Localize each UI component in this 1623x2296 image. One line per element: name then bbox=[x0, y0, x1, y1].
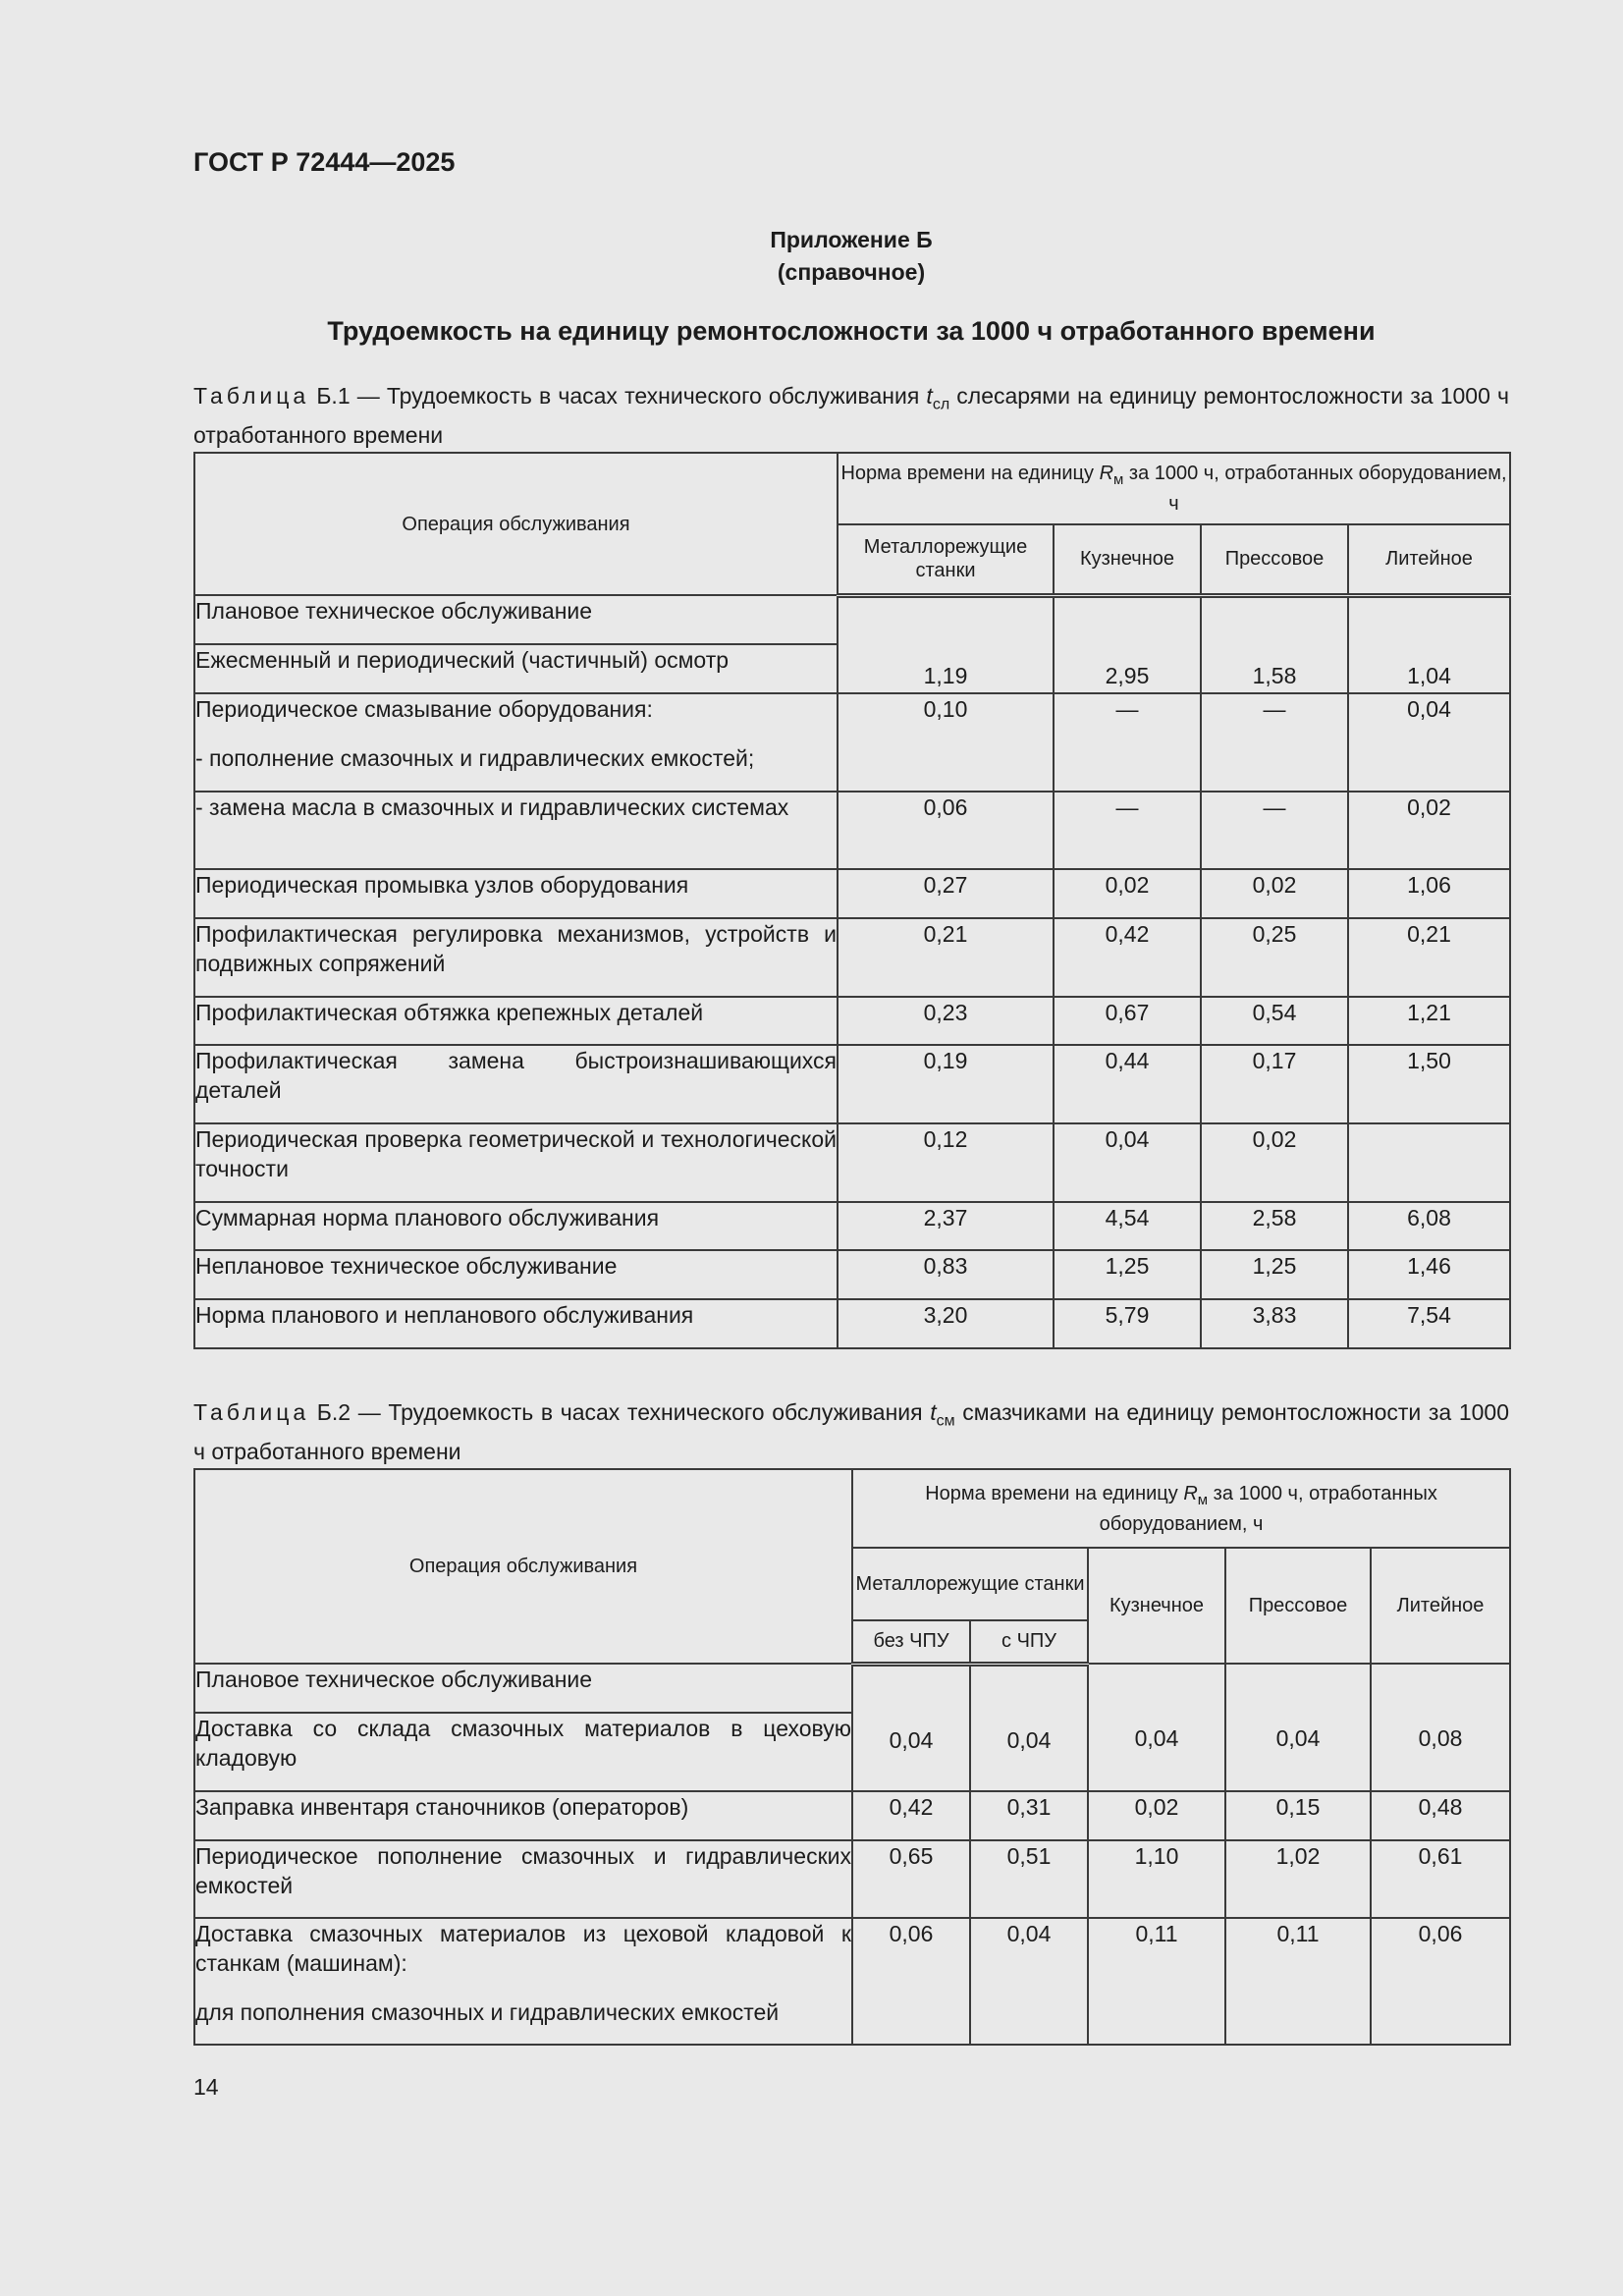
table1-cell: 3,20 bbox=[838, 1299, 1054, 1348]
table2-cell: 0,51 bbox=[970, 1840, 1088, 1918]
table1-col-press: Прессовое bbox=[1201, 524, 1348, 595]
table2-cell: 0,11 bbox=[1225, 1918, 1371, 2045]
table2 bbox=[193, 1468, 1511, 2046]
table2-cell: 0,04 bbox=[1225, 1664, 1371, 1791]
table1-cell: 5,79 bbox=[1054, 1299, 1201, 1348]
table1-caption-symbol bbox=[926, 383, 950, 413]
table2-caption-text-pre: Б.2 — Трудоемкость в часах технического обслуживания bbox=[309, 1399, 931, 1425]
table-row: Профилактическая регулировка механизмов, устройств и подвижных сопряжений bbox=[194, 918, 838, 997]
table1-head-operation: Операция обслуживания bbox=[194, 453, 838, 595]
table2-head-operation: Операция обслуживания bbox=[194, 1469, 852, 1664]
table1-caption-symbol-letter: t bbox=[926, 383, 933, 409]
table1-cell: 0,21 bbox=[1348, 918, 1510, 997]
table1-cell: 1,50 bbox=[1348, 1045, 1510, 1123]
table2-cell: 0,15 bbox=[1225, 1791, 1371, 1840]
table1-cell: 1,06 bbox=[1348, 869, 1510, 918]
table1-cell: 0,02 bbox=[1054, 869, 1201, 918]
table1-cell: 1,19 bbox=[838, 595, 1054, 693]
table2-cell: 0,04 bbox=[970, 1664, 1088, 1791]
table1-cell: 0,25 bbox=[1201, 918, 1348, 997]
table2-caption bbox=[193, 1397, 1509, 1466]
annex-heading bbox=[193, 224, 1509, 289]
table-row: Неплановое техническое обслуживание bbox=[194, 1250, 838, 1299]
table2-caption-symbol-letter: t bbox=[930, 1399, 937, 1425]
table1-cell: 0,23 bbox=[838, 997, 1054, 1045]
table2-col-forge: Кузнечное bbox=[1088, 1548, 1225, 1664]
page-number: 14 bbox=[193, 2074, 219, 2100]
table1-head-norm-symbol-sub: м bbox=[1113, 471, 1124, 488]
table2-cell: 0,08 bbox=[1371, 1664, 1510, 1791]
table1-col-forge: Кузнечное bbox=[1054, 524, 1201, 595]
table1-col-metal: Металлорежущие станки bbox=[838, 524, 1054, 595]
table1-head-norm-symbol bbox=[1099, 463, 1124, 488]
table2-cell: 1,02 bbox=[1225, 1840, 1371, 1918]
table1-cell: 0,06 bbox=[838, 792, 1054, 869]
table2-col-metal: Металлорежущие станки bbox=[852, 1548, 1088, 1620]
table-row: - замена масла в смазочных и гидравлических системах bbox=[194, 792, 838, 869]
table1-caption bbox=[193, 381, 1509, 450]
table1-cell: — bbox=[1054, 693, 1201, 792]
table2-caption-label: Таблица bbox=[193, 1399, 310, 1425]
table2-col-cnc: с ЧПУ bbox=[970, 1620, 1088, 1664]
table2-cell: 0,61 bbox=[1371, 1840, 1510, 1918]
table-row: Суммарная норма планового обслуживания bbox=[194, 1202, 838, 1250]
table-row bbox=[194, 1918, 852, 2045]
table-row: Норма планового и непланового обслуживания bbox=[194, 1299, 838, 1348]
table2-cell: 0,04 bbox=[852, 1664, 970, 1791]
table1-cell: 0,83 bbox=[838, 1250, 1054, 1299]
table1-cell: 0,44 bbox=[1054, 1045, 1201, 1123]
table1-cell: 1,58 bbox=[1201, 595, 1348, 693]
table2-head-norm-symbol bbox=[1183, 1482, 1209, 1508]
table1-cell: 0,02 bbox=[1201, 1123, 1348, 1202]
table2-head-norm bbox=[852, 1469, 1510, 1548]
section-title: Трудоемкость на единицу ремонтосложности за 1000 ч отработанного времени bbox=[327, 316, 1376, 346]
table1-cell: 0,27 bbox=[838, 869, 1054, 918]
table1-cell: 3,83 bbox=[1201, 1299, 1348, 1348]
table2-head-norm-post: за 1000 ч, отработанных оборудованием, ч bbox=[1099, 1482, 1437, 1535]
table1-op-line: Периодическое смазывание оборудования: bbox=[195, 696, 653, 722]
table-row: Периодическая проверка геометрической и технологической точности bbox=[194, 1123, 838, 1202]
table1-cell: 6,08 bbox=[1348, 1202, 1510, 1250]
table2-cell: 0,11 bbox=[1088, 1918, 1225, 2045]
document-code: ГОСТ Р 72444—2025 bbox=[193, 147, 456, 177]
table1-cell: — bbox=[1054, 792, 1201, 869]
table2-col-no-cnc: без ЧПУ bbox=[852, 1620, 970, 1664]
table2-cell: 0,65 bbox=[852, 1840, 970, 1918]
table1-cell: — bbox=[1201, 792, 1348, 869]
table2-col-cast: Литейное bbox=[1371, 1548, 1510, 1664]
table1-head-norm-pre: Норма времени на единицу bbox=[840, 463, 1100, 484]
table2-col-press: Прессовое bbox=[1225, 1548, 1371, 1664]
table2-head-norm-pre: Норма времени на единицу bbox=[925, 1482, 1184, 1504]
table1-cell: 0,19 bbox=[838, 1045, 1054, 1123]
table1-cell: 0,02 bbox=[1348, 792, 1510, 869]
table1-caption-text-pre: Б.1 — Трудоемкость в часах технического обслуживания bbox=[309, 383, 927, 409]
table2-caption-symbol bbox=[930, 1399, 955, 1430]
table1-cell: 1,46 bbox=[1348, 1250, 1510, 1299]
table2-cell: 0,06 bbox=[852, 1918, 970, 2045]
table1-cell bbox=[1348, 1123, 1510, 1202]
table-row: Периодическое пополнение смазочных и гидравлических емкостей bbox=[194, 1840, 852, 1918]
table1-head-norm bbox=[838, 453, 1510, 524]
table1-cell: 0,21 bbox=[838, 918, 1054, 997]
table1-cell: 0,42 bbox=[1054, 918, 1201, 997]
table1-cell: 1,25 bbox=[1201, 1250, 1348, 1299]
table-row: Плановое техническое обслуживание bbox=[194, 595, 838, 644]
table1-cell: 1,21 bbox=[1348, 997, 1510, 1045]
table1-cell: 1,04 bbox=[1348, 595, 1510, 693]
table-row: Доставка со склада смазочных материалов в цеховую кладовую bbox=[194, 1713, 852, 1791]
table1-cell: 4,54 bbox=[1054, 1202, 1201, 1250]
table-row: Профилактическая замена быстроизнашивающихся деталей bbox=[194, 1045, 838, 1123]
table1-cell: 2,95 bbox=[1054, 595, 1201, 693]
table2-cell: 0,42 bbox=[852, 1791, 970, 1840]
table2-head-norm-symbol-letter: R bbox=[1183, 1482, 1198, 1504]
table-row: Периодическая промывка узлов оборудования bbox=[194, 869, 838, 918]
table-row: Плановое техническое обслуживание bbox=[194, 1664, 852, 1713]
table1-cell: 0,67 bbox=[1054, 997, 1201, 1045]
table2-cell: 0,48 bbox=[1371, 1791, 1510, 1840]
table2-caption-text-post: смазчиками на единицу ремонтосложности за 1000 ч отработанного времени bbox=[193, 1399, 1509, 1464]
table-row: Профилактическая обтяжка крепежных деталей bbox=[194, 997, 838, 1045]
annex-label: Приложение Б bbox=[770, 227, 933, 252]
table2-op-line: для пополнения смазочных и гидравлических емкостей bbox=[195, 1999, 780, 2025]
table1-cell: 0,17 bbox=[1201, 1045, 1348, 1123]
table2-caption-symbol-sub: см bbox=[936, 1412, 955, 1430]
table1-cell: 1,25 bbox=[1054, 1250, 1201, 1299]
table2-head-norm-symbol-sub: м bbox=[1197, 1491, 1209, 1508]
table2-cell: 0,06 bbox=[1371, 1918, 1510, 2045]
table1-cell: 0,12 bbox=[838, 1123, 1054, 1202]
table2-op-line: Доставка смазочных материалов из цеховой кладовой к станкам (машинам): bbox=[195, 1921, 851, 1976]
table1-caption-label: Таблица bbox=[193, 383, 310, 409]
table-row: Ежесменный и периодический (частичный) осмотр bbox=[194, 644, 838, 693]
table1-cell: 2,37 bbox=[838, 1202, 1054, 1250]
table2-cell: 0,31 bbox=[970, 1791, 1088, 1840]
annex-type: (справочное) bbox=[777, 259, 926, 285]
table1-cell: 2,58 bbox=[1201, 1202, 1348, 1250]
table1-cell: — bbox=[1201, 693, 1348, 792]
table1-cell: 0,04 bbox=[1348, 693, 1510, 792]
table1-head-norm-post: за 1000 ч, отработанных оборудованием, ч bbox=[1123, 463, 1507, 515]
table1-cell: 0,02 bbox=[1201, 869, 1348, 918]
table1-cell: 0,04 bbox=[1054, 1123, 1201, 1202]
table2-cell: 0,04 bbox=[1088, 1664, 1225, 1791]
table1-col-cast: Литейное bbox=[1348, 524, 1510, 595]
table1-head-norm-symbol-letter: R bbox=[1099, 463, 1114, 484]
table1-op-line: - пополнение смазочных и гидравлических емкостей; bbox=[195, 745, 755, 771]
table1-cell: 0,54 bbox=[1201, 997, 1348, 1045]
table2-cell: 0,04 bbox=[970, 1918, 1088, 2045]
table2-cell: 0,02 bbox=[1088, 1791, 1225, 1840]
table-row bbox=[194, 693, 838, 792]
table1-caption-text-post: слесарями на единицу ремонтосложности за 1000 ч отработанного времени bbox=[193, 383, 1509, 448]
table1-cell: 0,10 bbox=[838, 693, 1054, 792]
table1 bbox=[193, 452, 1511, 1349]
table1-cell: 7,54 bbox=[1348, 1299, 1510, 1348]
table-row: Заправка инвентаря станочников (операторов) bbox=[194, 1791, 852, 1840]
table1-caption-symbol-sub: сл bbox=[932, 396, 950, 413]
table2-cell: 1,10 bbox=[1088, 1840, 1225, 1918]
